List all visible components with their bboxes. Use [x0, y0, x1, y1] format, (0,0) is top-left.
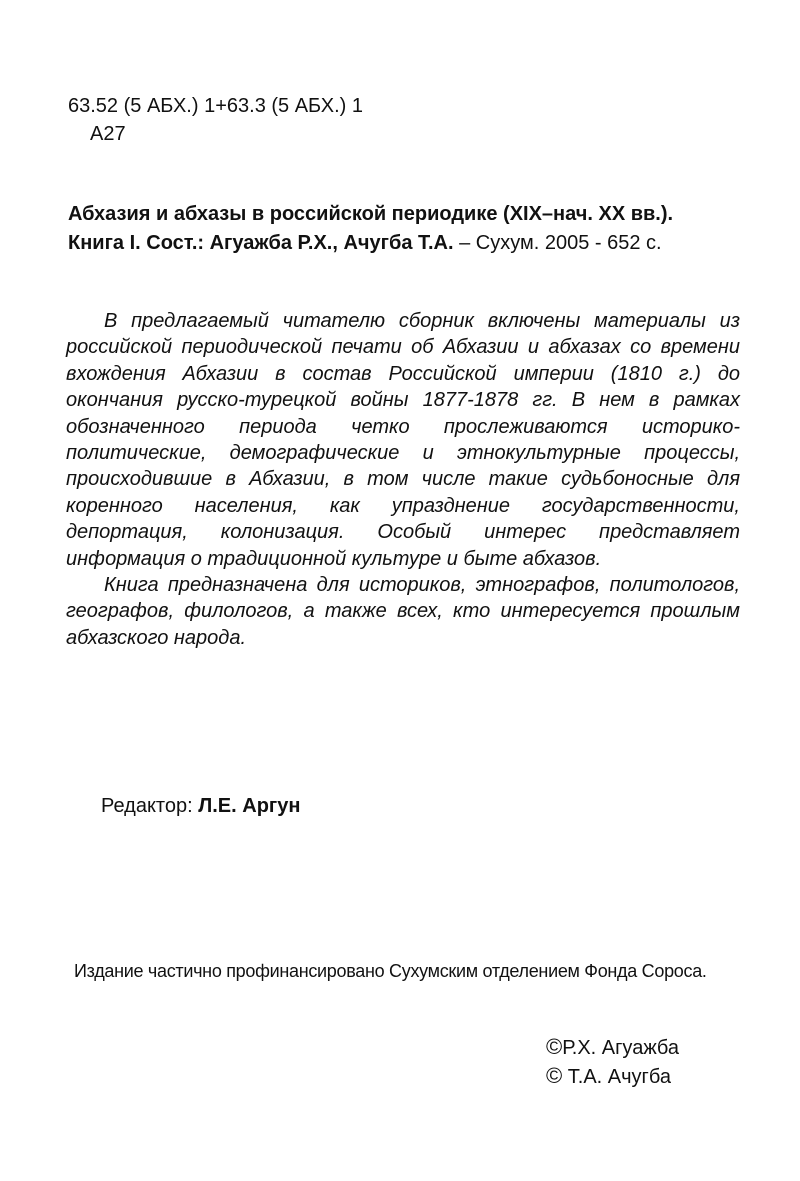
- copyright-line-2: [546, 1062, 679, 1091]
- classification-code: 63.52 (5 АБХ.) 1+63.3 (5 АБХ.) 1: [68, 95, 363, 117]
- copyright-icon: ©: [546, 1034, 563, 1059]
- copyright-icon: ©: [546, 1063, 563, 1088]
- editor-name: Л.Е. Аргун: [198, 795, 301, 817]
- bibliographic-title-line: [68, 200, 748, 229]
- bibliographic-compilers: Книга I. Сост.: Агуажба Р.Х., Ачугба Т.А.: [68, 232, 454, 254]
- copyright-line-1: [546, 1033, 679, 1062]
- bibliographic-imprint: – Сухум. 2005 - 652 с.: [453, 232, 662, 254]
- editor-label: Редактор:: [101, 795, 193, 817]
- bibliographic-imprint-line: [68, 229, 748, 258]
- copyright-block: [546, 1033, 679, 1091]
- annotation-paragraph-1: В предлагаемый читателю сборник включены материалы из российской периодической печати об Абхазии и абхазах со времени вхождения Абхазии в состав Российской империи (1810 г.) до окончания русско-турецкой войны 1877-1878 гг. В нем в рамках обозначенного периода четко прослеживаются историко-политические, демографические и этнокультурные процессы, происходившие в Абхазии, в том числе такие судьбоносные для коренного населения, как упразднение государственности, депортация, колонизация. Особый интерес представляет информация о традиционной культуре и быте абхазов.: [66, 310, 740, 570]
- annotation-paragraph-2: Книга предназначена для историков, этнографов, политологов, географов, филологов, а также всех, кто интересуется прошлым абхазского народа.: [66, 574, 740, 649]
- funding-note: Издание частично профинансировано Сухумским отделением Фонда Сороса.: [74, 961, 707, 981]
- bibliographic-record: [68, 200, 748, 258]
- bibliographic-title: Абхазия и абхазы в российской периодике (XIX–нач. XX вв.).: [68, 203, 674, 225]
- copyright-holder-1: Р.Х. Агуажба: [562, 1037, 680, 1059]
- copyright-holder-2: Т.А. Ачугба: [567, 1066, 671, 1088]
- author-mark: А27: [90, 123, 126, 145]
- editor-line: [101, 793, 300, 819]
- annotation: [66, 308, 740, 651]
